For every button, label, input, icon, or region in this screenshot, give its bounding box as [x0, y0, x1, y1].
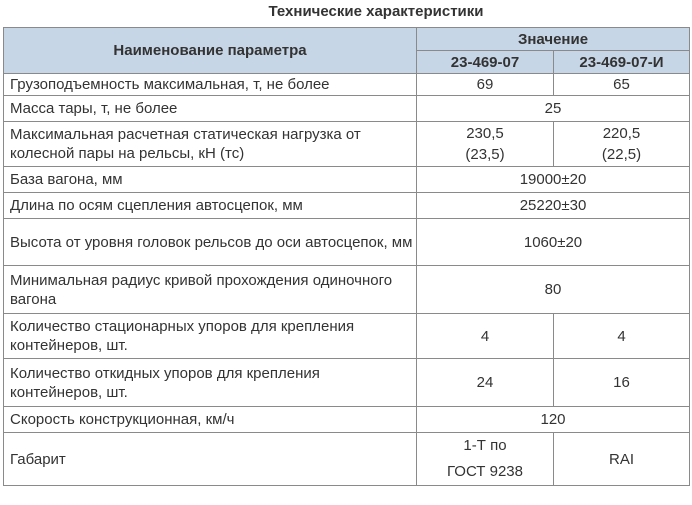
- table-row: [4, 407, 690, 433]
- value-cell: 4: [554, 314, 690, 359]
- value-line: (23,5): [465, 146, 505, 163]
- param-cell: Длина по осям сцепления автосцепок, мм: [4, 193, 417, 219]
- table-row: [4, 359, 690, 407]
- value-line: 230,5: [466, 125, 504, 142]
- table-row: [4, 219, 690, 266]
- value-line: (22,5): [601, 146, 642, 163]
- value-cell: 24: [417, 359, 554, 407]
- value-cell: 16: [554, 359, 690, 407]
- value-cell: 4: [417, 314, 554, 359]
- value-line: 1-Т по: [463, 437, 507, 454]
- value-cell: 69: [417, 74, 554, 96]
- param-cell: Масса тары, т, не более: [4, 96, 417, 122]
- value-cell: 25: [417, 96, 690, 122]
- param-cell: Минимальная радиус кривой прохождения одиночного вагона: [4, 266, 417, 314]
- table-row: [4, 167, 690, 193]
- table-caption: Технические характеристики: [268, 3, 484, 20]
- value-cell: [554, 122, 690, 167]
- value-line: ГОСТ 9238: [447, 463, 523, 480]
- param-column-header: Наименование параметра: [4, 28, 417, 74]
- value-cell: 65: [554, 74, 690, 96]
- value-cell: 25220±30: [417, 193, 690, 219]
- param-cell: Количество откидных упоров для крепления контейнеров, шт.: [4, 359, 417, 407]
- param-cell: Грузоподъемность максимальная, т, не более: [4, 74, 417, 96]
- param-cell: Максимальная расчетная статическая нагрузка от колесной пары на рельсы, кН (тс): [4, 122, 417, 167]
- table-row: [4, 74, 690, 96]
- value-column-header: Значение: [417, 28, 690, 51]
- param-cell: Скорость конструкционная, км/ч: [4, 407, 417, 433]
- param-cell: База вагона, мм: [4, 167, 417, 193]
- value-cell: RAI: [554, 433, 690, 486]
- header-row: [4, 28, 690, 51]
- param-cell: Количество стационарных упоров для крепления контейнеров, шт.: [4, 314, 417, 359]
- table-row: [4, 122, 690, 167]
- model1-header: 23-469-07: [417, 51, 554, 74]
- value-cell: [417, 122, 554, 167]
- table-row: [4, 433, 690, 486]
- value-cell: 19000±20: [417, 167, 690, 193]
- value-line: 220,5: [602, 125, 641, 142]
- spec-table: [3, 27, 690, 486]
- param-cell: Габарит: [4, 433, 417, 486]
- table-row: [4, 266, 690, 314]
- value-cell: 1060±20: [417, 219, 690, 266]
- table-row: [4, 314, 690, 359]
- table-row: [4, 193, 690, 219]
- param-cell: Высота от уровня головок рельсов до оси автосцепок, мм: [4, 219, 417, 266]
- model2-header: 23-469-07-И: [554, 51, 690, 74]
- value-cell: 80: [417, 266, 690, 314]
- value-cell: [417, 433, 554, 486]
- table-row: [4, 96, 690, 122]
- value-cell: 120: [417, 407, 690, 433]
